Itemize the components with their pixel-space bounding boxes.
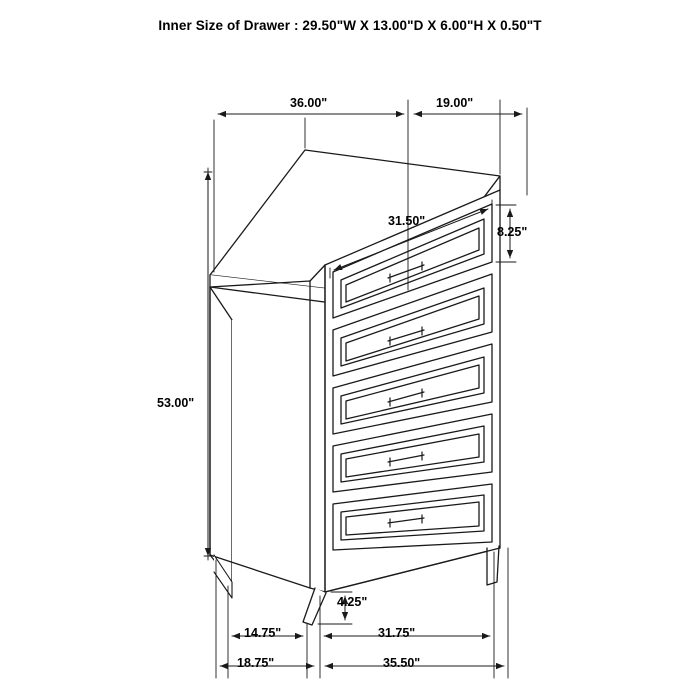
dim-label-side-total: 18.75" bbox=[237, 656, 275, 670]
dim-label-top-width: 36.00" bbox=[290, 96, 328, 110]
dim-label-top-depth: 19.00" bbox=[436, 96, 474, 110]
dim-label-drawer-width: 31.50" bbox=[388, 214, 426, 228]
dim-label-overall-height: 53.00" bbox=[157, 396, 195, 410]
dim-label-leg-height: 4.25" bbox=[337, 595, 368, 609]
page-title: Inner Size of Drawer : 29.50"W X 13.00"D X 6.00"H X 0.50"T bbox=[158, 18, 542, 33]
dim-label-front-base: 31.75" bbox=[378, 626, 416, 640]
dim-label-side-base: 14.75" bbox=[244, 626, 282, 640]
dim-label-front-total: 35.50" bbox=[383, 656, 421, 670]
dim-label-drawer-height: 8.25" bbox=[497, 225, 528, 239]
